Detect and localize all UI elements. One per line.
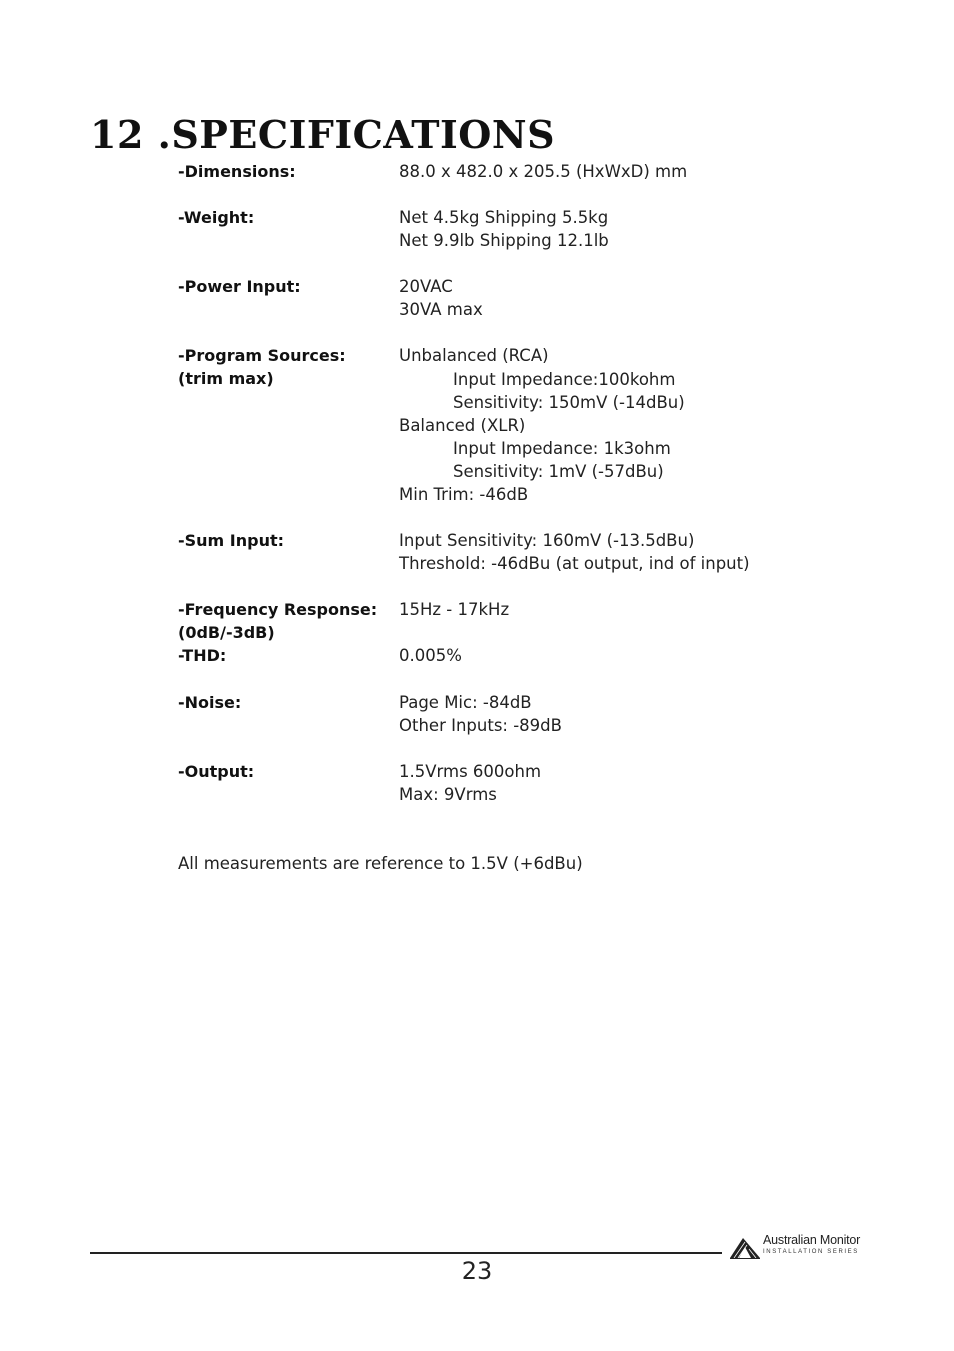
spec-values <box>399 691 818 737</box>
spec-values <box>399 598 818 621</box>
brand-logo <box>730 1233 870 1261</box>
page-number: 23 <box>461 1257 493 1285</box>
spec-row <box>178 206 818 252</box>
spec-value-line: Unbalanced (RCA) <box>399 346 549 366</box>
spec-label <box>178 206 393 229</box>
spec-value-line: Min Trim: -46dB <box>399 485 529 505</box>
spec-value-line: 88.0 x 482.0 x 205.5 (HxWxD) mm <box>399 162 688 181</box>
spec-label-line: -Output: <box>178 761 255 781</box>
spec-values <box>399 760 818 806</box>
spec-label <box>178 644 393 667</box>
spec-value-line: Input Sensitivity: 160mV (-13.5dBu) <box>399 531 695 551</box>
spec-value-line: Balanced (XLR) <box>399 415 526 435</box>
spec-value-line: Sensitivity: 1mV (-57dBu) <box>453 461 664 481</box>
spec-value-line: 0.005% <box>399 646 462 666</box>
spec-value-line: Other Inputs: -89dB <box>399 715 562 735</box>
spec-value-line: Input Impedance:100kohm <box>453 369 676 389</box>
spec-row <box>178 529 818 575</box>
australian-monitor-logo-icon <box>730 1235 760 1259</box>
spec-value-line: Max: 9Vrms <box>399 784 497 804</box>
spec-label <box>178 160 393 183</box>
spec-row <box>178 344 818 506</box>
spec-row <box>178 760 818 806</box>
brand-name: Australian Monitor <box>763 1233 861 1247</box>
spec-value-line: Sensitivity: 150mV (-14dBu) <box>453 392 685 412</box>
spec-label-line: -Program Sources: <box>178 346 346 366</box>
spec-value-line: Net 4.5kg Shipping 5.5kg <box>399 208 609 228</box>
page-title: 12 .SPECIFICATIONS <box>90 112 556 157</box>
spec-values <box>399 275 818 321</box>
spec-label-line: -Weight: <box>178 208 255 228</box>
spec-values <box>399 344 818 506</box>
spec-value-line: Input Impedance: 1k3ohm <box>453 438 671 458</box>
spec-label-line: -Sum Input: <box>178 531 285 551</box>
spec-label <box>178 760 393 783</box>
spec-values <box>399 206 818 252</box>
spec-value-line: 15Hz - 17kHz <box>399 600 510 620</box>
spec-values <box>399 529 818 575</box>
spec-label <box>178 691 393 714</box>
specifications-list <box>178 160 818 829</box>
spec-label <box>178 529 393 552</box>
measurement-footnote: All measurements are reference to 1.5V (+6dBu) <box>178 854 583 873</box>
spec-value-line: Threshold: -46dBu (at output, ind of input) <box>399 554 750 574</box>
footer-divider <box>90 1252 722 1254</box>
spec-value-line: 20VAC <box>399 277 453 297</box>
spec-label-line: -Dimensions: <box>178 162 296 181</box>
spec-label <box>178 598 393 644</box>
spec-label-line: -Power Input: <box>178 277 301 297</box>
spec-row <box>178 275 818 321</box>
spec-row <box>178 160 818 183</box>
spec-row <box>178 598 818 643</box>
spec-row <box>178 644 818 667</box>
spec-label <box>178 344 393 390</box>
brand-series: INSTALLATION SERIES <box>763 1249 859 1255</box>
spec-value-line: 30VA max <box>399 300 483 320</box>
spec-values <box>399 644 818 667</box>
spec-value-line: 1.5Vrms 600ohm <box>399 761 542 781</box>
spec-value-line: Page Mic: -84dB <box>399 692 532 712</box>
spec-label-line: -Noise: <box>178 692 242 712</box>
spec-label-line: (trim max) <box>178 369 274 389</box>
spec-value-line: Net 9.9lb Shipping 12.1lb <box>399 231 609 251</box>
spec-label-line: -Frequency Response: <box>178 600 378 620</box>
spec-label <box>178 275 393 298</box>
spec-row <box>178 691 818 737</box>
spec-values <box>399 160 818 183</box>
spec-label-line: -THD: <box>178 646 227 666</box>
spec-label-line: (0dB/-3dB) <box>178 623 275 643</box>
